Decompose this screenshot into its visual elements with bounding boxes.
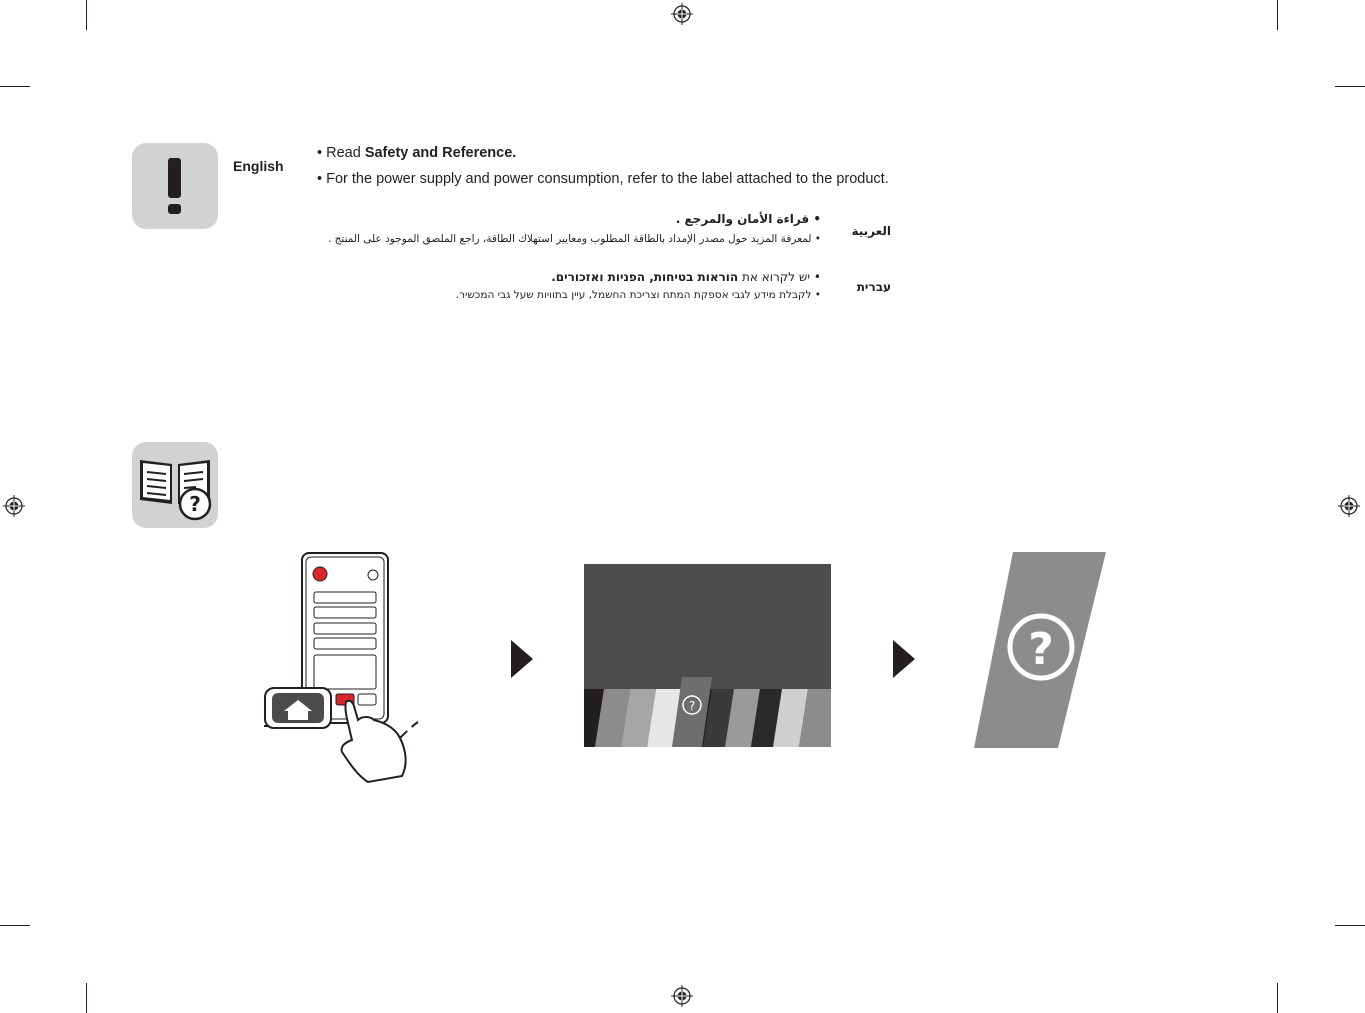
arrow-right-icon [893,640,915,678]
crop-mark [0,925,30,926]
english-line-1-prefix: Read [326,145,365,161]
registration-mark-icon [1338,495,1360,517]
hebrew-line-1-bold: הוראות בטיחות, הפניות ואזכורים. [551,270,739,284]
hebrew-line-1 [551,270,821,284]
svg-text:?: ? [189,492,201,516]
arrow-right-icon [511,640,533,678]
svg-text:?: ? [688,699,696,713]
english-line-2 [317,171,889,187]
english-line-1-bold: Safety and Reference. [364,145,517,161]
arabic-line-1: • قراءة الأمان والمرجع . [675,212,821,226]
crop-mark [86,0,87,30]
crop-mark [1335,86,1365,87]
language-label-arabic: العربية [851,224,891,238]
hebrew-line-1-prefix: • יש לקרוא את [738,270,821,284]
crop-mark [1277,983,1278,1013]
crop-mark [1335,925,1365,926]
language-label-english: English [233,158,284,174]
remote-home-button-icon [262,550,432,786]
bullet: • [317,145,323,161]
bullet: • [317,171,323,187]
tv-home-screen-icon [584,564,831,747]
exclamation-icon [132,143,218,229]
crop-mark [86,983,87,1013]
manual-help-icon [132,442,218,528]
svg-text:?: ? [1028,624,1054,675]
crop-mark [1277,0,1278,30]
english-line-2-text: For the power supply and power consumption, refer to the label attached to the product. [326,171,889,187]
registration-mark-icon [3,495,25,517]
english-line-1 [317,145,516,161]
registration-mark-icon [671,985,693,1007]
help-app-icon [973,552,1107,749]
language-label-hebrew: עברית [856,280,891,294]
registration-mark-icon [671,3,693,25]
arabic-line-2: • لمعرفة المزيد حول مصدر الإمداد بالطاقة المطلوب ومعايير استهلاك الطاقة، راجع الملصق الموجود على المنتج . [327,233,821,245]
crop-mark [0,86,30,87]
hebrew-line-2: • לקבלת מידע לגבי אספקת המתח וצריכת החשמל, עיין בתוויות שעל גבי המכשיר. [455,289,821,301]
